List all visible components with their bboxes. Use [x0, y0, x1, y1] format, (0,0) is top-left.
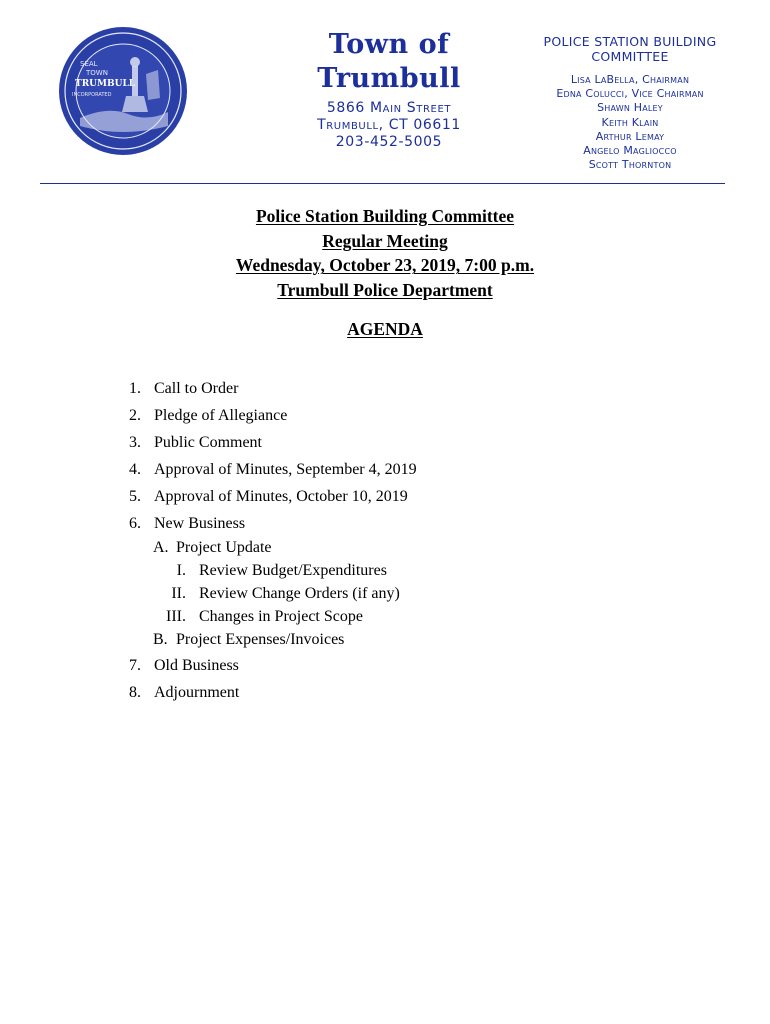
committee-title-line2: COMMITTEE: [591, 49, 669, 64]
agenda-title: AGENDA: [347, 319, 423, 339]
committee-member: Scott Thornton: [588, 158, 672, 172]
agenda-item: [124, 405, 684, 432]
agenda-item-text: Approval of Minutes, September 4, 2019: [154, 461, 417, 478]
agenda-item-number: 3.: [129, 434, 141, 451]
agenda-item-text: Pledge of Allegiance: [154, 407, 288, 424]
agenda-item-number: 6.: [129, 515, 141, 532]
town-header: [258, 28, 520, 151]
address-city: Trumbull, CT 06611: [317, 117, 461, 133]
agenda-item-number: 1.: [129, 380, 141, 397]
agenda-subitem: [124, 628, 684, 651]
address-street: 5866 Main Street: [326, 100, 452, 116]
agenda-item: [124, 655, 684, 682]
agenda-item-number: 8.: [129, 684, 141, 701]
committee-member: Shawn Haley: [597, 101, 663, 115]
town-title: Town of Trumbull: [317, 29, 461, 94]
agenda-subitem-text: Project Expenses/Invoices: [176, 631, 345, 648]
svg-text:TOWN: TOWN: [86, 69, 108, 77]
agenda-item-text: New Business: [154, 515, 246, 532]
committee-member: Arthur Lemay: [595, 129, 665, 143]
agenda-subitem-letter: A.: [153, 539, 169, 556]
agenda-item: [124, 486, 684, 513]
meeting-location: Trumbull Police Department: [277, 279, 493, 300]
agenda-item-text: Call to Order: [154, 380, 239, 397]
committee-member: Lisa LaBella, Chairman: [570, 73, 690, 86]
committee-member: Edna Colucci, Vice Chairman: [556, 87, 704, 101]
agenda-subitem-text: Project Update: [176, 539, 272, 556]
svg-text:INCORPORATED: INCORPORATED: [72, 92, 112, 98]
agenda-subsubitem-text: Changes in Project Scope: [199, 608, 363, 625]
agenda-subsubitem-numeral: I.: [176, 562, 186, 579]
agenda-subsubitem-numeral: II.: [171, 585, 186, 602]
meeting-datetime: Wednesday, October 23, 2019, 7:00 p.m.: [235, 255, 535, 276]
agenda-item: [124, 459, 684, 486]
svg-text:SEAL: SEAL: [80, 60, 98, 68]
agenda-subitem: [124, 536, 684, 559]
agenda-subitem-letter: B.: [153, 631, 168, 648]
meeting-committee-name: Police Station Building Committee: [255, 206, 515, 226]
agenda-subsubitem: [124, 559, 684, 582]
committee-title-line1: POLICE STATION BUILDING: [543, 34, 717, 49]
agenda-list: [124, 378, 684, 709]
committee-header: [520, 34, 740, 172]
agenda-item: [124, 432, 684, 459]
agenda-item: [124, 682, 684, 709]
agenda-item-number: 2.: [129, 407, 141, 424]
town-seal-logo: [58, 26, 188, 156]
agenda-item: [124, 513, 684, 655]
agenda-item-text: Old Business: [154, 657, 239, 674]
agenda-item-number: 5.: [129, 488, 141, 505]
phone-number: 203-452-5005: [335, 134, 443, 150]
agenda-subsubitem-text: Review Budget/Expenditures: [199, 562, 387, 579]
svg-text:TRUMBULL: TRUMBULL: [75, 79, 136, 89]
agenda-item: [124, 378, 684, 405]
agenda-item-number: 4.: [129, 461, 141, 478]
agenda-item-text: Approval of Minutes, October 10, 2019: [154, 488, 408, 505]
meeting-heading: [0, 204, 770, 302]
agenda-subsubitem-text: Review Change Orders (if any): [199, 585, 400, 602]
agenda-subsubitem: [124, 605, 684, 628]
committee-member: Keith Klain: [601, 115, 659, 129]
header-divider: [40, 183, 725, 184]
agenda-subsubitem: [124, 582, 684, 605]
agenda-item-text: Public Comment: [154, 434, 262, 451]
meeting-type: Regular Meeting: [322, 230, 448, 251]
agenda-subsubitem-numeral: III.: [166, 608, 186, 625]
agenda-item-text: Adjournment: [154, 684, 240, 701]
committee-members: [520, 73, 740, 172]
agenda-item-number: 7.: [129, 657, 141, 674]
committee-member: Angelo Magliocco: [583, 144, 677, 158]
